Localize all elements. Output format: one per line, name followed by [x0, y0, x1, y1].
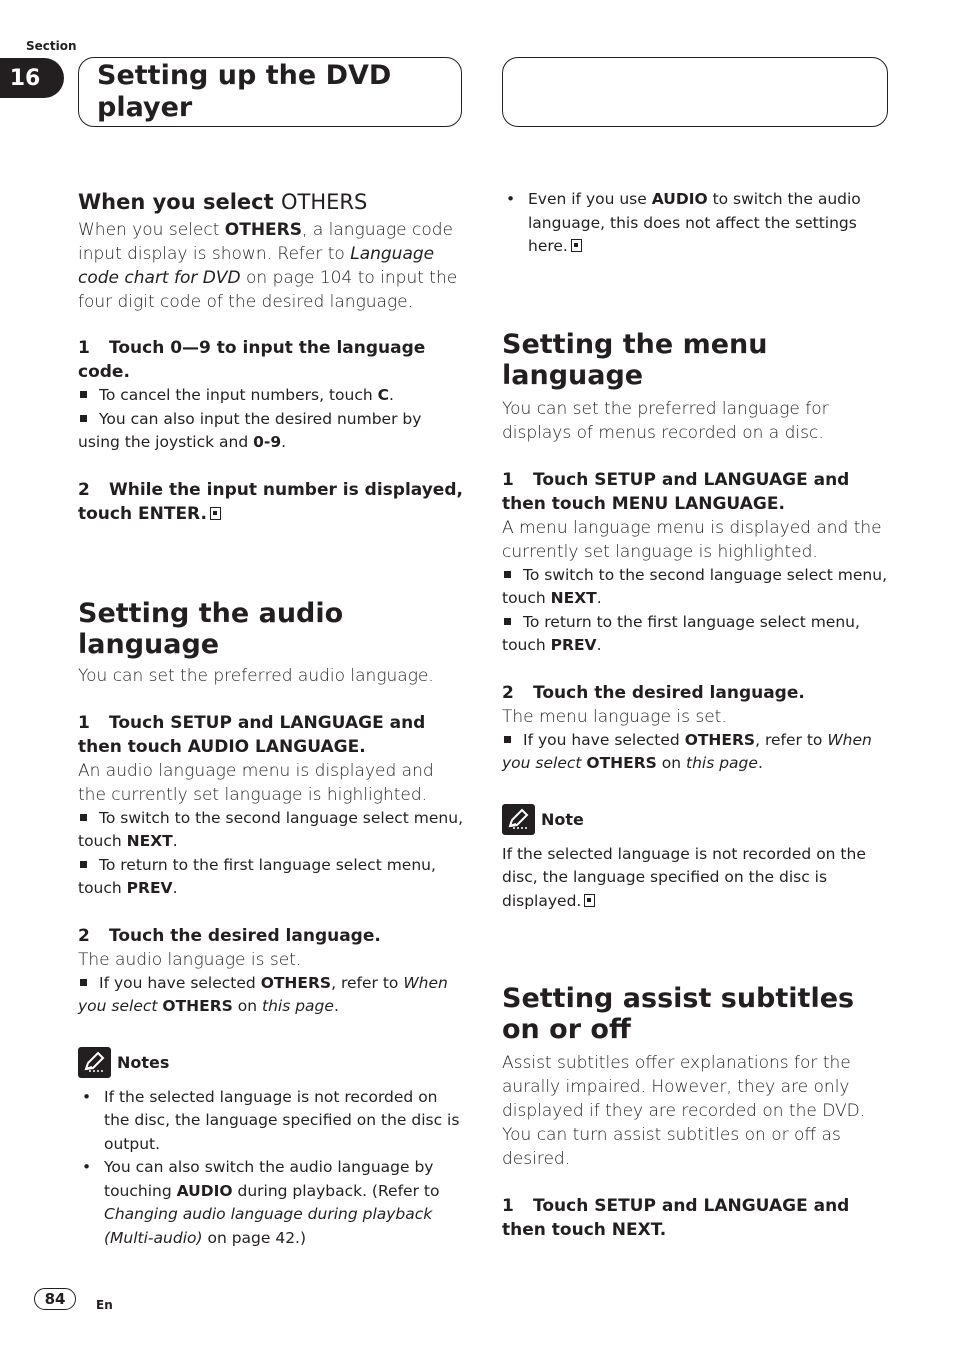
square-bullet-icon	[504, 618, 511, 625]
end-mark-icon	[571, 239, 582, 252]
right-column	[502, 188, 888, 1242]
square-bullet-icon	[80, 861, 87, 868]
square-bullet-icon	[80, 979, 87, 986]
menu-step2-note: If you have selected OTHERS, refer to When you select OTHERS on this page.	[502, 730, 872, 772]
subtitles-heading: Setting assist subtitles on or off	[502, 983, 855, 1045]
subtitles-paragraph-2: You can turn assist subtitles on or off as desired.	[502, 1125, 841, 1169]
pencil-note-icon	[502, 804, 535, 835]
menu-step-2: 2 Touch the desired language.	[502, 682, 805, 703]
pencil-note-icon	[78, 1047, 111, 1078]
audio-note-1: • If the selected language is not recorded on the disc, the language specified on the disc is output.	[82, 1087, 460, 1153]
audio-language-heading: Setting the audio language	[78, 597, 344, 660]
chapter-title-box	[78, 57, 462, 127]
audio-step2-body: The audio language is set.	[78, 949, 302, 970]
section-label: Section	[26, 39, 77, 53]
menu-language-heading: Setting the menu language	[502, 328, 768, 391]
audio-note-continued: • Even if you use AUDIO to switch the audio language, this does not affect the settings here.	[506, 190, 861, 255]
language-label: En	[96, 1298, 113, 1312]
square-bullet-icon	[80, 391, 87, 398]
menu-step1-note2: To return to the first language select menu, touch PREV.	[502, 612, 860, 654]
page-number: 84	[34, 1288, 76, 1310]
menu-intro: You can set the preferred language for displays of menus recorded on a disc.	[502, 398, 829, 443]
end-mark-icon	[584, 894, 595, 907]
menu-note-text: If the selected language is not recorded on the disc, the language specified on the disc is displayed.	[502, 844, 866, 910]
end-mark-icon	[210, 507, 221, 520]
square-bullet-icon	[80, 415, 87, 422]
square-bullet-icon	[504, 736, 511, 743]
audio-note-2: • You can also switch the audio language by touching AUDIO during playback. (Refer to Changing audio language during playback (Multi-audio) on page 42.)	[82, 1158, 440, 1247]
audio-step-1: 1 Touch SETUP and LANGUAGE and then touch AUDIO LANGUAGE.	[78, 712, 426, 757]
menu-step-1: 1 Touch SETUP and LANGUAGE and then touch MENU LANGUAGE.	[502, 469, 850, 514]
chapter-title-line2: player	[97, 92, 193, 123]
empty-header-box	[502, 57, 888, 127]
menu-step1-body: A menu language menu is displayed and the currently set language is highlighted.	[502, 517, 882, 562]
others-step-1: 1 Touch 0—9 to input the language code.	[78, 338, 426, 382]
square-bullet-icon	[504, 571, 511, 578]
others-step-2: 2 While the input number is displayed, touch ENTER.	[78, 479, 463, 524]
left-column	[78, 188, 464, 1250]
square-bullet-icon	[80, 814, 87, 821]
section-number-tab: 16	[0, 58, 64, 98]
audio-step2-note: If you have selected OTHERS, refer to When you select OTHERS on this page.	[78, 973, 448, 1015]
audio-step1-note1: To switch to the second language select menu, touch NEXT.	[78, 808, 463, 850]
menu-step1-note1: To switch to the second language select menu, touch NEXT.	[502, 565, 887, 607]
subtitles-step-1: 1 Touch SETUP and LANGUAGE and then touch NEXT.	[502, 1196, 850, 1240]
audio-step-2: 2 Touch the desired language.	[78, 925, 381, 946]
menu-step2-body: The menu language is set.	[502, 706, 727, 727]
subtitles-paragraph-1: Assist subtitles offer explanations for the aurally impaired. However, they are only displayed if they are recorded on the DVD.	[502, 1053, 866, 1121]
note-heading: Note	[502, 804, 888, 835]
audio-step1-note2: To return to the first language select menu, touch PREV.	[78, 855, 436, 897]
audio-step1-body: An audio language menu is displayed and the currently set language is highlighted.	[78, 760, 434, 805]
chapter-title-line1: Setting up the DVD	[97, 60, 392, 91]
others-step1-note1: To cancel the input numbers, touch C.	[78, 384, 464, 408]
others-paragraph: When you select OTHERS, a language code input display is shown. Refer to Language code chart for DVD on page 104 to input the four digit code of the desired language.	[78, 220, 458, 312]
audio-intro: You can set the preferred audio language.	[78, 665, 434, 686]
notes-heading: Notes	[78, 1047, 464, 1078]
others-heading: When you select OTHERS	[78, 190, 368, 214]
others-step1-note2: You can also input the desired number by using the joystick and 0-9.	[78, 409, 422, 451]
